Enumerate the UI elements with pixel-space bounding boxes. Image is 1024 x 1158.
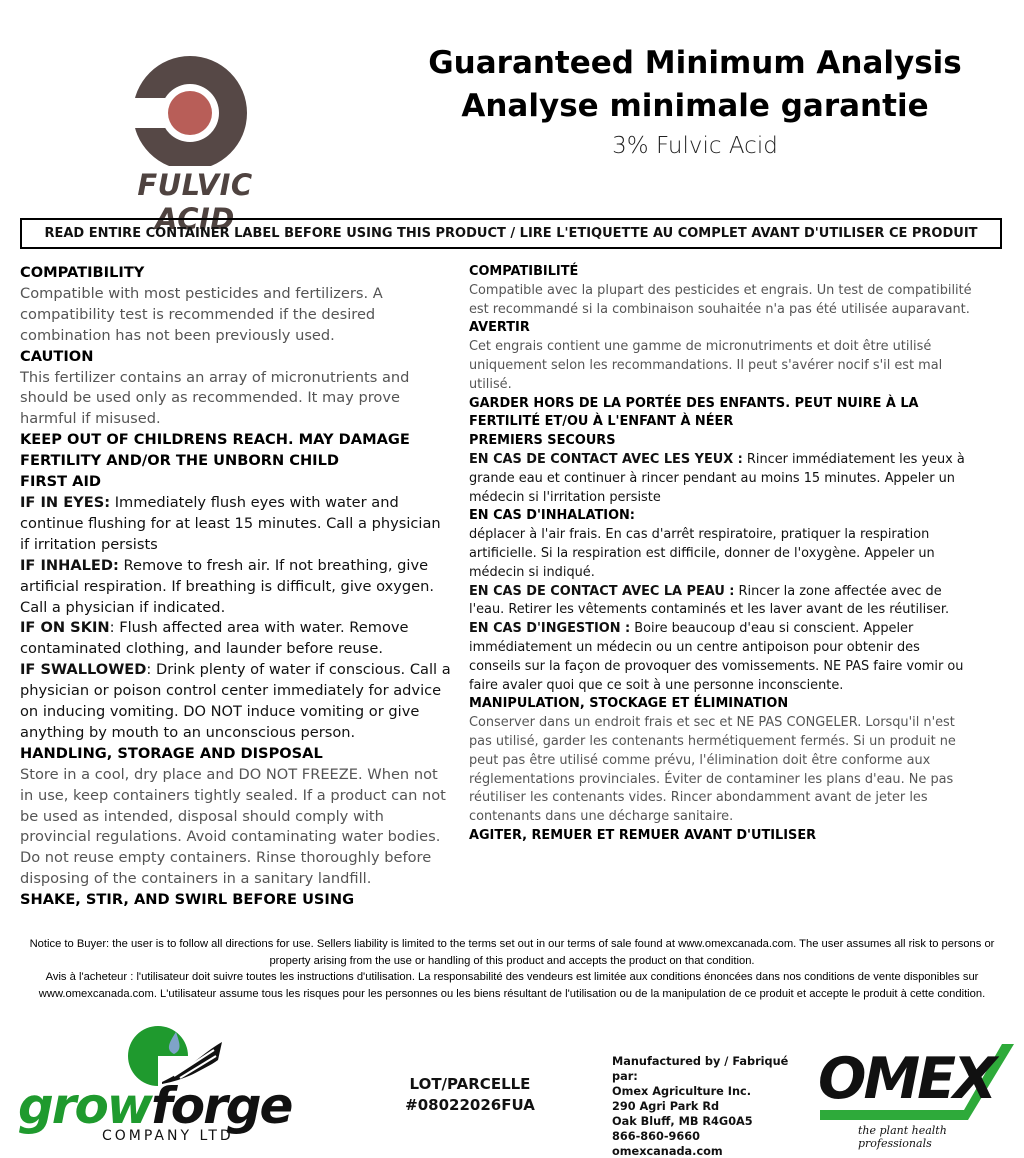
handling-text: Store in a cool, dry place and DO NOT FREEZE. When not in use, keep containers tightly sealed. If a product can not be used as intended, disposal should comply with provincial regulations. Avoid contaminating water bodies. Do not reuse empty containers. Rinse thoroughly before disposing of the containers in a sanitary landfill.: [20, 765, 446, 888]
french-column: [469, 263, 974, 846]
manufacturer-contact: 866-860-9660 omexcanada.com: [612, 1130, 723, 1158]
yeux-label: EN CAS DE CONTACT AVEC LES YEUX :: [469, 451, 743, 467]
growforge-logo: [18, 1026, 338, 1148]
notice-french: Avis à l'acheteur : l'utilisateur doit suivre toutes les instructions d'utilisation. La responsabilité des vendeurs est limitée aux conditions énoncées dans nos conditions de vente disponibles sur www.omexcanada.com. L'utilisateur assume tous les risques pour les personnes ou les biens résultant de l'utilisation ou de la manipulation de ce produit et accepte le produit à cette condition.: [38, 971, 986, 1000]
avertir-heading: AVERTIR: [469, 320, 530, 336]
compatibilite-text: Compatible avec la plupart des pesticides et engrais. Un test de compatibilité est recommandé si la combinaison souhaitée n'a pas été utilisée auparavant.: [469, 282, 972, 317]
handling-heading: HANDLING, STORAGE AND DISPOSAL: [20, 744, 323, 762]
secours-peau: [469, 583, 974, 621]
inhaled-label: IF INHALED:: [20, 556, 119, 574]
growforge-company: COMPANY LTD: [102, 1128, 234, 1144]
caution-heading: CAUTION: [20, 347, 94, 365]
growforge-word-grow: grow: [18, 1077, 151, 1135]
manufacturer-name: Omex Agriculture Inc.: [612, 1085, 751, 1098]
first-aid-skin: [20, 618, 452, 660]
first-aid-heading: FIRST AID: [20, 473, 102, 491]
first-aid-eyes: [20, 493, 452, 556]
notice-english: Notice to Buyer: the user is to follow all directions for use. Sellers liability is limited to the terms set out in our terms of sale found at www.omexcanada.com. The user assumes all risk to persons or property arising from the use or handling of this product and accepts the product on that condition.: [29, 938, 995, 967]
avertir-text: Cet engrais contient une gamme de micronutriments et doit être utilisé uniquement selon les recommandations. Il peut s'avérer nocif s'il est mal utilisé.: [469, 339, 943, 392]
inhalation-label: EN CAS D'INHALATION:: [469, 508, 635, 524]
first-aid-swallowed: [20, 660, 452, 744]
notice-to-buyer: [20, 936, 1004, 1002]
eyes-label: IF IN EYES:: [20, 493, 111, 511]
secours-yeux: [469, 451, 974, 507]
swallowed-text: : Drink plenty of water if conscious. Call a physician or poison control center immediately for advice on inducing vomiting. DO NOT induce vomiting or give anything by mouth to an unconscious person.: [20, 661, 451, 741]
compatibility-text: Compatible with most pesticides and fertilizers. A compatibility test is recommended if the desired combination has not been previously used.: [20, 284, 383, 344]
ingestion-text: Boire beaucoup d'eau si conscient. Appeler immédiatement un médecin ou un centre antipoison pour obtenir des conseils sur la façon de provoquer des vomissements. NE PAS faire vomir ou faire avaler quoi que ce soit à une personne inconsciente.: [469, 621, 964, 693]
ingestion-label: EN CAS D'INGESTION :: [469, 621, 631, 637]
compatibility-heading: COMPATIBILITY: [20, 264, 145, 281]
yeux-text: Rincer immédiatement les yeux à grande eau et continuer à rincer pendant au moins 15 minutes. Appeler un médecin si l'irritation persiste: [469, 451, 965, 505]
fulvic-acid-logo: [100, 18, 290, 236]
caution-text: This fertilizer contains an array of micronutrients and should be used only as recommended. It may prove harmful if misused.: [20, 368, 410, 428]
omex-logo: [818, 1040, 1020, 1148]
manufacturer-block: [612, 1054, 812, 1158]
first-aid-inhaled: [20, 556, 452, 619]
garder-warning: GARDER HORS DE LA PORTÉE DES ENFANTS. PEUT NUIRE À LA FERTILITÉ ET/OU À L'ENFANT À NÉER: [469, 395, 919, 430]
title-french: Analyse minimale garantie: [461, 88, 929, 124]
keep-out-warning: KEEP OUT OF CHILDRENS REACH. MAY DAMAGE FERTILITY AND/OR THE UNBORN CHILD: [20, 431, 410, 470]
manufacturer-street: 290 Agri Park Rd: [612, 1100, 720, 1113]
skin-label: IF ON SKIN: [20, 619, 110, 637]
shake-instruction: SHAKE, STIR, AND SWIRL BEFORE USING: [20, 891, 355, 909]
title-block: [420, 42, 970, 164]
manipulation-text: Conserver dans un endroit frais et sec et NE PAS CONGELER. Lorsqu'il n'est pas utilisé, garder les contenants hermétiquement fermés. Si un produit ne peut pas être utilisé comme prévu, l'élimination doit être conforme aux réglementations provinciales. Éviter de contaminer les plans d'eau. Ne pas réutiliser les contenants vides. Rincer abondamment avant de jeter les contenants dans une décharge sanitaire.: [469, 715, 956, 825]
omex-tagline: the plant health professionals: [858, 1124, 947, 1150]
manipulation-heading: MANIPULATION, STOCKAGE ET ÉLIMINATION: [469, 696, 789, 712]
fulvic-ring-icon: [114, 48, 266, 166]
inhaled-text: Remove to fresh air. If not breathing, give artificial respiration. If breathing is difficult, give oxygen. Call a physician if indicated.: [20, 556, 435, 616]
agiter-instruction: AGITER, REMUER ET REMUER AVANT D'UTILISER: [469, 827, 817, 843]
inhalation-text: déplacer à l'air frais. En cas d'arrêt respiratoire, pratiquer la respiration artificielle. Si la respiration est difficile, donner de l'oxygène. Appeler un médecin si indiqué.: [469, 527, 935, 580]
growforge-wordmark: [18, 1078, 291, 1134]
premiers-secours-heading: PREMIERS SECOURS: [469, 433, 616, 449]
swallowed-label: IF SWALLOWED: [20, 661, 147, 679]
peau-label: EN CAS DE CONTACT AVEC LA PEAU :: [469, 583, 735, 599]
eyes-text: Immediately flush eyes with water and continue flushing for at least 15 minutes. Call a physician if irritation persists: [20, 493, 441, 553]
read-label-banner: READ ENTIRE CONTAINER LABEL BEFORE USING THIS PRODUCT / LIRE L'ETIQUETTE AU COMPLET AVANT D'UTILISER CE PRODUIT: [20, 218, 1002, 249]
growforge-word-forge: forge: [151, 1077, 292, 1135]
manufacturer-heading: Manufactured by / Fabriqué par:: [612, 1055, 789, 1083]
skin-text: : Flush affected area with water. Remove contaminated clothing, and launder before reuse.: [20, 619, 409, 658]
peau-text: Rincer la zone affectée avec de l'eau. Retirer les vêtements contaminés et les laver avant de les réutiliser.: [469, 583, 950, 618]
secours-ingestion: [469, 620, 974, 695]
english-column: [20, 263, 452, 911]
manufacturer-city: Oak Bluff, MB R4G0A5: [612, 1115, 753, 1128]
fulvic-acid-logo-text: FULVIC ACID: [137, 168, 253, 236]
compatibilite-heading: COMPATIBILITÉ: [469, 264, 579, 279]
product-analysis: 3% Fulvic Acid: [612, 133, 778, 159]
lot-number: #08022026FUA: [405, 1096, 535, 1114]
lot-label: LOT/PARCELLE: [409, 1075, 531, 1093]
omex-wordmark: OMEX: [818, 1046, 995, 1112]
title-english: Guaranteed Minimum Analysis: [428, 45, 962, 81]
lot-block: [400, 1074, 540, 1116]
